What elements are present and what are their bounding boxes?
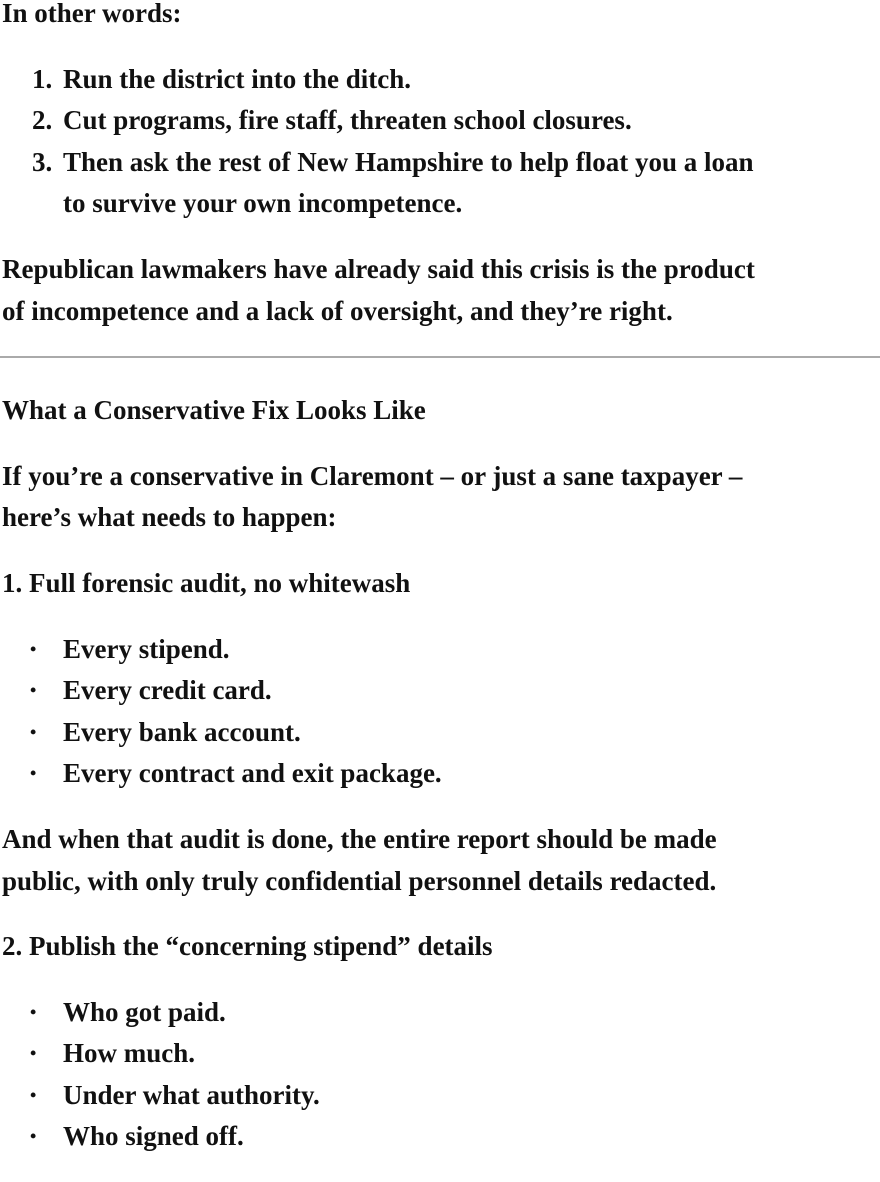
list-text: Under what authority. [63, 1079, 320, 1110]
intro-text: In other words: [2, 0, 182, 28]
list-item [2, 59, 880, 101]
bullet-icon: • [30, 1084, 37, 1105]
bullet-icon: • [30, 638, 37, 659]
list-item [2, 629, 880, 671]
list-text: Every contract and exit package. [63, 758, 442, 789]
audit-bullets [2, 629, 880, 795]
list-text: Run the district into the ditch. [63, 63, 412, 94]
list-text: Every credit card. [63, 675, 272, 706]
list-text: Every stipend. [63, 633, 230, 664]
line: public, with only truly confidential personnel details redacted. [2, 865, 717, 896]
list-item [2, 712, 880, 754]
list-item [2, 1033, 880, 1075]
list-text: Who got paid. [63, 996, 226, 1027]
line: And when that audit is done, the entire report should be made [2, 823, 717, 854]
list-item [2, 142, 880, 225]
list-item [2, 670, 880, 712]
paragraph [2, 456, 880, 539]
list-text: Every bank account. [63, 716, 301, 747]
bullet-icon: • [30, 1126, 37, 1147]
section-heading: What a Conservative Fix Looks Like [2, 395, 426, 426]
bullet-icon: • [30, 1043, 37, 1064]
paragraph [2, 249, 880, 332]
paragraph [2, 819, 880, 902]
list-item [2, 1116, 880, 1158]
bullet-icon: • [30, 721, 37, 742]
list-text: Then ask the rest of New Hampshire to help float you a loan [63, 146, 754, 177]
bullet-icon: • [30, 1001, 37, 1022]
list-item [2, 100, 880, 142]
subheading-audit: 1. Full forensic audit, no whitewash [2, 567, 411, 598]
line: Republican lawmakers have already said this crisis is the product [2, 253, 755, 284]
line: If you’re a conservative in Claremont – or just a sane taxpayer – [2, 460, 743, 491]
article-body [2, 0, 880, 1182]
list-number: 3. [32, 146, 53, 177]
list-item [2, 753, 880, 795]
subheading-stipend: 2. Publish the “concerning stipend” details [2, 931, 493, 962]
list-number: 2. [32, 105, 53, 136]
line: of incompetence and a lack of oversight, and they’re right. [2, 295, 673, 326]
line: here’s what needs to happen: [2, 502, 337, 533]
list-text: to survive your own incompetence. [63, 188, 463, 219]
list-item [2, 992, 880, 1034]
list-number: 1. [32, 63, 53, 94]
divider [0, 356, 880, 358]
list-text: Who signed off. [63, 1121, 244, 1152]
steps-list [2, 59, 880, 225]
stipend-bullets [2, 992, 880, 1158]
list-item [2, 1075, 880, 1117]
list-text: How much. [63, 1038, 196, 1069]
bullet-icon: • [30, 680, 37, 701]
bullet-icon: • [30, 763, 37, 784]
list-text: Cut programs, fire staff, threaten school closures. [63, 105, 632, 136]
